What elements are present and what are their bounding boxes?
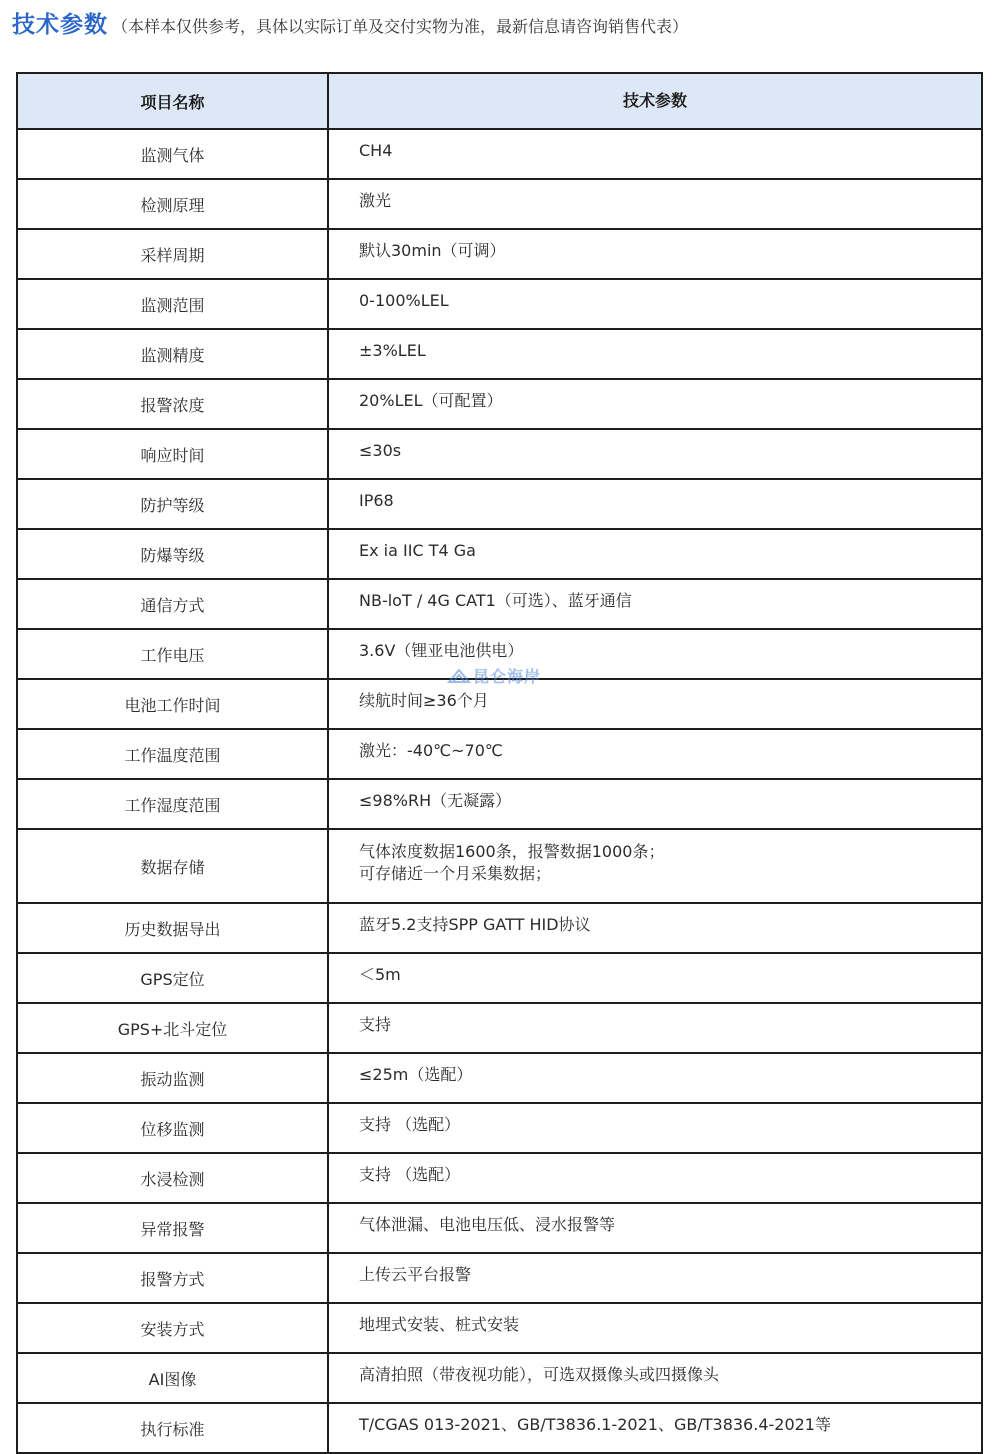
table-row <box>17 903 982 953</box>
spec-value-cell <box>328 1103 982 1153</box>
spec-value-cell <box>328 1203 982 1253</box>
spec-value-line: ±3%LEL <box>359 341 426 360</box>
spec-value-line: ≤30s <box>359 441 402 460</box>
spec-value-line: 可存储近一个月采集数据； <box>359 864 552 883</box>
spec-value-cell <box>328 629 982 679</box>
spec-name-cell: 报警方式 <box>17 1253 328 1303</box>
spec-value-cell <box>328 903 982 953</box>
spec-name-cell: 监测范围 <box>17 279 328 329</box>
spec-value-line: 气体浓度数据1600条，报警数据1000条； <box>359 842 665 861</box>
table-row <box>17 1053 982 1103</box>
spec-name-cell: GPS+北斗定位 <box>17 1003 328 1053</box>
spec-name-cell: 检测原理 <box>17 179 328 229</box>
spec-name-cell: 监测气体 <box>17 129 328 179</box>
spec-name-cell: 工作电压 <box>17 629 328 679</box>
spec-value-cell <box>328 479 982 529</box>
table-row <box>17 779 982 829</box>
spec-value-cell <box>328 279 982 329</box>
spec-value-line: Ex ia IIC T4 Ga <box>359 541 476 560</box>
spec-name-cell: 位移监测 <box>17 1103 328 1153</box>
table-row <box>17 729 982 779</box>
spec-value-line: 地埋式安装、桩式安装 <box>359 1315 520 1334</box>
column-header-parameter: 技术参数 <box>328 73 982 129</box>
spec-value-line: 支持 （选配） <box>359 1165 461 1184</box>
spec-name-cell: AI图像 <box>17 1353 328 1403</box>
spec-name-cell: 通信方式 <box>17 579 328 629</box>
spec-table <box>16 72 983 1454</box>
spec-value-cell <box>328 779 982 829</box>
spec-name-cell: 安装方式 <box>17 1303 328 1353</box>
table-row <box>17 429 982 479</box>
table-row <box>17 279 982 329</box>
spec-name-cell: 历史数据导出 <box>17 903 328 953</box>
table-row <box>17 329 982 379</box>
spec-name-cell: 采样周期 <box>17 229 328 279</box>
spec-name-cell: 振动监测 <box>17 1053 328 1103</box>
spec-value-cell <box>328 379 982 429</box>
page-heading <box>12 6 688 42</box>
table-row <box>17 229 982 279</box>
spec-value-cell <box>328 1153 982 1203</box>
spec-value-line: 20%LEL（可配置） <box>359 391 503 410</box>
spec-value-cell <box>328 1303 982 1353</box>
spec-value-cell <box>328 529 982 579</box>
spec-value-cell <box>328 679 982 729</box>
spec-value-line: CH4 <box>359 141 393 160</box>
spec-value-line: 激光 <box>359 191 392 210</box>
spec-value-cell <box>328 329 982 379</box>
spec-value-cell <box>328 953 982 1003</box>
spec-name-cell: 工作温度范围 <box>17 729 328 779</box>
spec-name-cell: 水浸检测 <box>17 1153 328 1203</box>
table-row <box>17 829 982 903</box>
spec-value-line: 默认30min（可调） <box>359 241 506 260</box>
spec-value-cell <box>328 129 982 179</box>
spec-value-line: 0-100%LEL <box>359 291 449 310</box>
spec-name-cell: 防护等级 <box>17 479 328 529</box>
spec-value-line: 3.6V（锂亚电池供电） <box>359 641 524 660</box>
spec-value-line: 蓝牙5.2支持SPP GATT HID协议 <box>359 915 591 934</box>
spec-value-line: NB-loT / 4G CAT1（可选）、蓝牙通信 <box>359 591 632 610</box>
spec-value-line: 续航时间≥36个月 <box>359 691 489 710</box>
spec-value-cell <box>328 729 982 779</box>
spec-value-line: 气体泄漏、电池电压低、浸水报警等 <box>359 1215 616 1234</box>
watermark-text: 昆仑海岸 <box>473 667 542 686</box>
table-row <box>17 1153 982 1203</box>
table-row <box>17 953 982 1003</box>
spec-value-cell <box>328 429 982 479</box>
table-row <box>17 179 982 229</box>
table-row <box>17 1103 982 1153</box>
spec-name-cell: 监测精度 <box>17 329 328 379</box>
spec-value-line: ＜5m <box>359 965 401 984</box>
spec-value-line: 支持 <box>359 1015 392 1034</box>
logo-icon <box>447 668 471 684</box>
spec-name-cell: GPS定位 <box>17 953 328 1003</box>
table-row <box>17 579 982 629</box>
spec-value-cell <box>328 1353 982 1403</box>
table-row <box>17 1253 982 1303</box>
spec-value-line: ≤25m（选配） <box>359 1065 473 1084</box>
spec-value-cell <box>328 1253 982 1303</box>
spec-name-cell: 执行标准 <box>17 1403 328 1453</box>
spec-value-line: ≤98%RH（无凝露） <box>359 791 512 810</box>
spec-value-cell <box>328 1053 982 1103</box>
spec-value-line: 支持 （选配） <box>359 1115 461 1134</box>
spec-value-line: IP68 <box>359 491 394 510</box>
spec-name-cell: 异常报警 <box>17 1203 328 1253</box>
table-row <box>17 479 982 529</box>
table-row <box>17 379 982 429</box>
spec-value-line: 上传云平台报警 <box>359 1265 472 1284</box>
page-title: 技术参数 <box>12 12 108 38</box>
spec-value-line: T/CGAS 013-2021、GB/T3836.1-2021、GB/T3836.4-2021等 <box>359 1415 831 1434</box>
table-row <box>17 1353 982 1403</box>
table-row <box>17 529 982 579</box>
table-body <box>17 129 982 1453</box>
spec-name-cell: 数据存储 <box>17 829 328 903</box>
table-row <box>17 129 982 179</box>
table-row <box>17 1003 982 1053</box>
spec-value-line: 高清拍照（带夜视功能），可选双摄像头或四摄像头 <box>359 1365 720 1384</box>
spec-value-cell <box>328 829 982 903</box>
spec-value-cell <box>328 229 982 279</box>
spec-name-cell: 工作湿度范围 <box>17 779 328 829</box>
spec-value-cell <box>328 1003 982 1053</box>
spec-name-cell: 防爆等级 <box>17 529 328 579</box>
watermark <box>447 664 541 687</box>
disclaimer-note: （本样本仅供参考，具体以实际订单及交付实物为准，最新信息请咨询销售代表） <box>112 17 689 36</box>
spec-value-cell <box>328 179 982 229</box>
column-header-item: 项目名称 <box>17 73 328 129</box>
spec-value-cell <box>328 579 982 629</box>
spec-value-line: 激光：-40℃~70℃ <box>359 741 503 760</box>
table-row <box>17 1203 982 1253</box>
spec-name-cell: 电池工作时间 <box>17 679 328 729</box>
spec-name-cell: 报警浓度 <box>17 379 328 429</box>
table-row <box>17 1303 982 1353</box>
table-header-row <box>17 73 982 129</box>
table-row <box>17 1403 982 1453</box>
spec-value-cell <box>328 1403 982 1453</box>
spec-name-cell: 响应时间 <box>17 429 328 479</box>
